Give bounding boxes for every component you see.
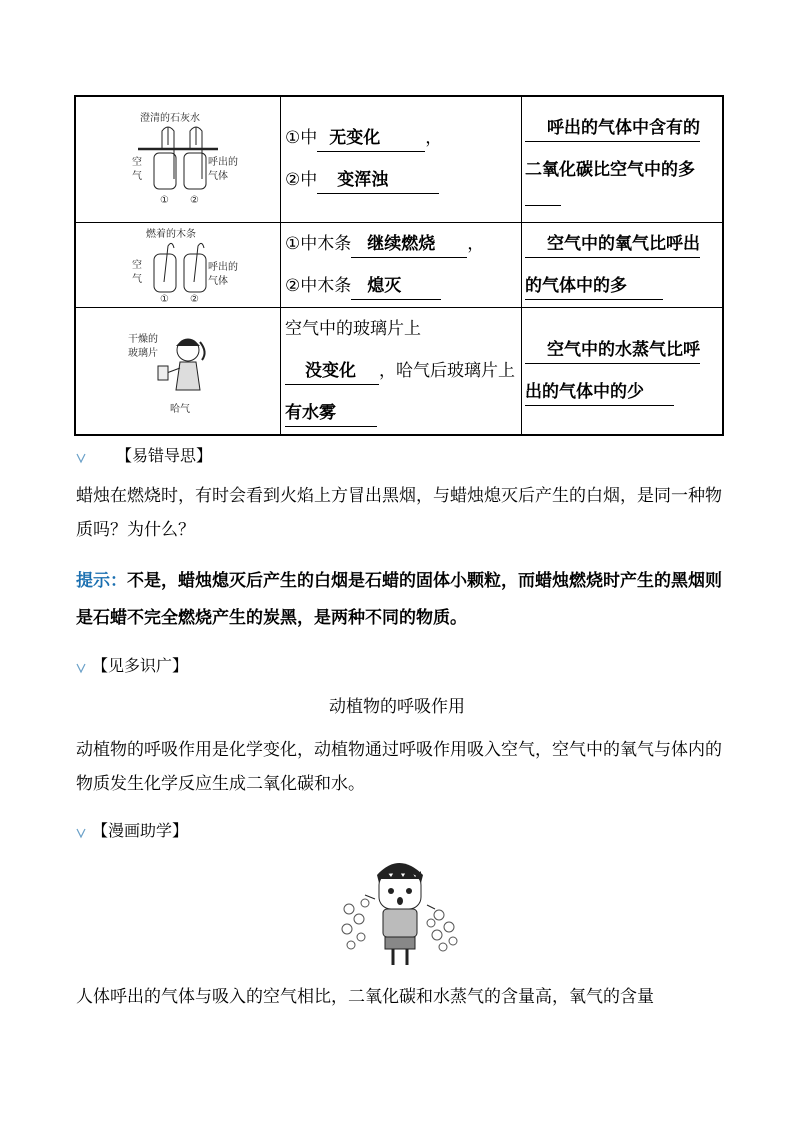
conclusion-line: 空气中的氧气比呼出 (522, 223, 722, 265)
observation-line: ①中木条 继续燃烧 ， (281, 223, 521, 265)
conclusion-line: 二氧化碳比空气中的多 (525, 160, 695, 181)
conclusion-cell (522, 222, 724, 307)
bookmark-icon (76, 824, 86, 836)
observation-line: 没变化 ，哈气后玻璃片上 (281, 350, 521, 392)
limewater-bottles-figure (118, 109, 238, 209)
comic-boy-breathing-illustration (335, 853, 465, 969)
comic-paragraph: 人体呼出的气体与吸入的空气相比，二氧化碳和水蒸气的含量高，氧气的含量 (76, 987, 654, 1007)
svg-text:呼出的: 呼出的 (208, 261, 238, 273)
bookmark-icon (76, 659, 86, 671)
conclusion-cell (522, 96, 724, 222)
svg-text:空: 空 (132, 259, 142, 271)
svg-text:气: 气 (132, 171, 142, 183)
bookmark-icon (76, 449, 86, 461)
observation-cell (281, 307, 522, 435)
section-heading-errors: 【易错导思】 (76, 443, 212, 466)
article-title: 动植物的呼吸作用 (329, 697, 465, 717)
observation-line: ②中木条 熄灭 (281, 265, 521, 307)
svg-text:哈气: 哈气 (170, 403, 190, 415)
section-heading-comic: 【漫画助学】 (76, 818, 188, 841)
svg-text:②: ② (190, 293, 199, 304)
hint-text: 不是，蜡烛熄灭后产生的白烟是石蜡的固体小颗粒，而蜡烛燃烧时产生的黑烟则是石蜡不完全燃烧产生的炭黑，是两种不同的物质。 (76, 571, 722, 628)
hint-label: 提示： (76, 571, 127, 591)
svg-text:气体: 气体 (208, 171, 228, 183)
experiment-table (74, 95, 724, 436)
svg-text:燃着的木条: 燃着的木条 (146, 228, 196, 240)
figure-cell (75, 96, 281, 222)
figure-cell (75, 307, 281, 435)
conclusion-line: 的气体中的多 (522, 265, 722, 307)
knowledge-paragraph: 动植物的呼吸作用是化学变化，动植物通过呼吸作用吸入空气，空气中的氧气与体内的物质发生化学反应生成二氧化碳和水。 (76, 740, 722, 794)
svg-text:干燥的: 干燥的 (128, 333, 158, 345)
svg-text:气体: 气体 (208, 275, 228, 287)
breathing-girl-figure (118, 326, 238, 416)
burning-stick-figure (118, 226, 238, 304)
conclusion-cell (522, 307, 724, 435)
svg-text:①: ① (160, 293, 169, 304)
answer-blank: 继续燃烧 (351, 231, 467, 258)
observation-cell (281, 96, 522, 222)
observation-line: ②中 变浑浊 (281, 159, 521, 201)
figure-cell (75, 222, 281, 307)
answer-blank: 熄灭 (351, 273, 441, 300)
table-row (75, 222, 723, 307)
conclusion-tail-blank (522, 191, 722, 211)
observation-line: 空气中的玻璃片上 (285, 318, 421, 339)
answer-blank: 有水雾 (285, 400, 377, 427)
svg-text:气: 气 (132, 273, 142, 285)
table-row (75, 96, 723, 222)
answer-blank: 变浑浊 (317, 167, 439, 194)
svg-text:②: ② (190, 195, 199, 207)
observation-line: ①中 无变化 ， (281, 117, 521, 159)
svg-text:①: ① (160, 195, 169, 207)
table-row (75, 307, 723, 435)
question-paragraph: 蜡烛在燃烧时，有时会看到火焰上方冒出黑烟，与蜡烛熄灭后产生的白烟，是同一种物质吗？为什么？ (76, 486, 722, 540)
figure-label-top: 澄清的石灰水 (140, 113, 200, 125)
conclusion-line: 空气中的水蒸气比呼 (522, 329, 722, 371)
observation-line (281, 392, 521, 434)
conclusion-line: 呼出的气体中含有的 (522, 107, 722, 149)
conclusion-line: 出的气体中的少 (522, 371, 722, 413)
svg-text:呼出的: 呼出的 (208, 157, 238, 169)
observation-cell (281, 222, 522, 307)
hint-paragraph (76, 563, 722, 637)
svg-text:空: 空 (132, 157, 142, 169)
answer-blank: 无变化 (317, 125, 425, 152)
answer-blank: 没变化 (285, 358, 379, 385)
section-heading-knowledge: 【见多识广】 (76, 653, 188, 676)
svg-text:玻璃片: 玻璃片 (128, 347, 158, 359)
